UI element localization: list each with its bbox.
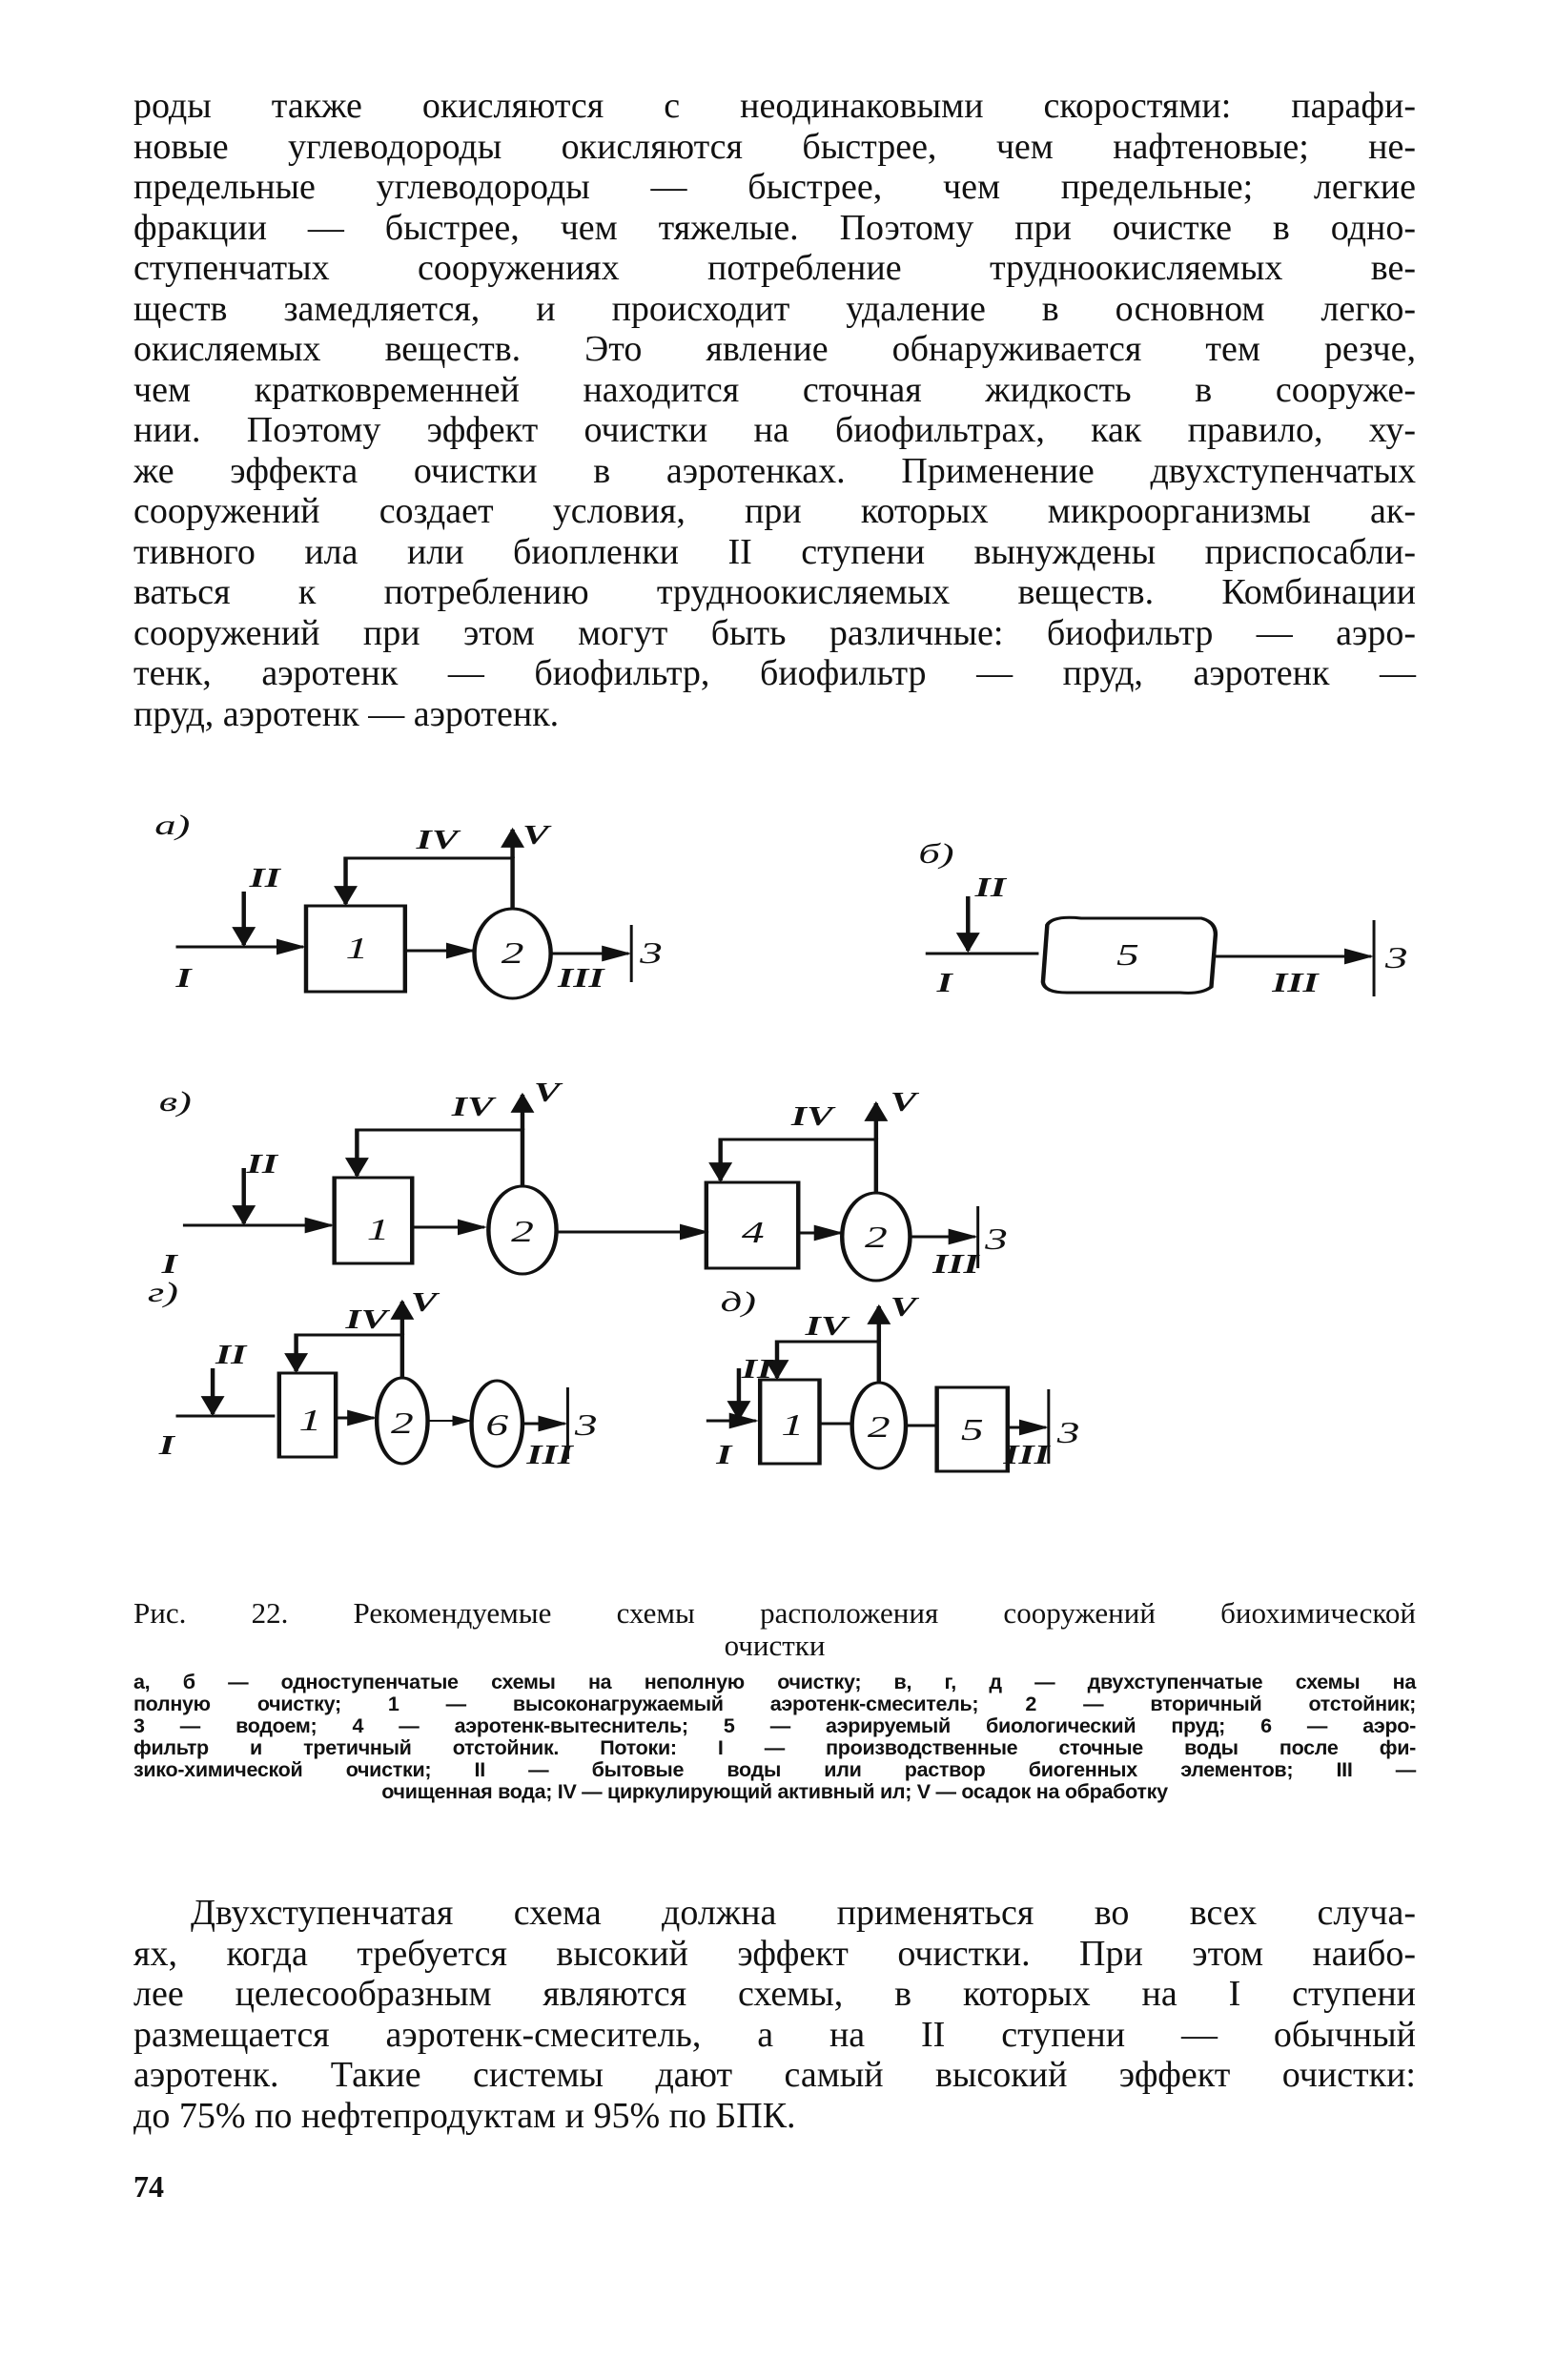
unit-label-4: 4 [741,1215,765,1250]
text-line: новые углеводороды окисляются быстрее, чем нафтеновые; не- [133,126,1416,167]
text-line: размещается аэротенк-смеситель, а на II ступени — обычный [133,2014,1416,2055]
unit-label-5: 5 [1116,937,1139,973]
caption-title-line: очистки [724,1629,826,1662]
paragraph-two-stage [133,1893,1416,2136]
unit-label-5: 5 [960,1412,984,1447]
flow-label-I: I [158,1429,174,1461]
body-text-top [133,86,1416,734]
flow-label-I: I [161,1248,177,1280]
flow-label-III: III [932,1248,979,1280]
figure-caption [133,1597,1416,1803]
flow-label-V: V [890,1086,917,1118]
flow-label-II: II [246,1148,278,1180]
flow-label-IV: IV [805,1310,848,1342]
flow-label-IV: IV [451,1091,494,1122]
flow-label-I: I [175,962,192,994]
text-line: аэротенк. Такие системы дают самый высокий эффект очистки: [133,2055,1416,2095]
figure-22-schemes [133,806,1421,1588]
legend-line: зико-химической очистки; II — бытовые воды или раствор биогенных элементов; III — [133,1758,1416,1781]
caption-title [133,1597,1416,1662]
flow-label-II: II [249,862,280,893]
flow-IV-line [297,1335,402,1378]
text-line: до 75% по нефтепродуктам и 95% по БПК. [133,2095,796,2136]
body-text-bottom [133,1893,1416,2136]
flow-label-IV: IV [790,1100,833,1132]
scheme-label-v: в) [158,1085,192,1118]
text-line: лее целесообразным являются схемы, в которых на I ступени [133,1974,1416,2014]
flow-label-I: I [716,1439,732,1470]
unit-label-1: 1 [298,1403,322,1438]
flow-label-III: III [1003,1439,1050,1470]
unit-label-2: 2 [511,1214,534,1249]
scheme-label-b: б) [918,837,954,871]
flow-label-III: III [1272,967,1319,998]
outlet-label-3: 3 [1384,940,1408,975]
scheme-v [183,1095,978,1281]
unit-label-1: 1 [345,931,369,966]
scheme-label-d: д) [720,1285,756,1319]
scheme-label-g: г) [147,1276,179,1309]
unit-label-1: 1 [366,1212,390,1247]
text-line: тенк, аэротенк — биофильтр, биофильтр — пруд, аэротенк — [133,653,1416,693]
flow-label-IV: IV [416,824,459,855]
unit-label-6: 6 [485,1407,509,1443]
caption-title-line: Рис. 22. Рекомендуемые схемы расположения сооружений биохимической [133,1596,1416,1630]
text-line: пруд, аэротенк — аэротенк. [133,693,560,734]
scheme-d [706,1306,1049,1471]
outlet-label-3: 3 [640,935,663,971]
text-line: роды также окисляются с неодинаковыми скоростями: парафи- [133,86,1416,126]
unit-label-2: 2 [391,1405,414,1441]
text-line: тивного ила или биопленки II ступени вынуждены приспосабли- [133,531,1416,572]
text-line: окисляемых веществ. Это явление обнаруживается тем резче, [133,329,1416,369]
text-line: сооружений создает условия, при которых микроорганизмы ак- [133,491,1416,531]
text-line: нии. Поэтому эффект очистки на биофильтрах, как правило, ху- [133,410,1416,450]
outlet-label-3: 3 [574,1407,598,1443]
schemes-diagram [133,806,1421,1588]
outlet-label-3: 3 [1056,1415,1080,1450]
flow-label-II: II [974,872,1007,903]
legend-line: полную очистку; 1 — высоконагружаемый аэротенк-смеситель; 2 — вторичный отстойник; [133,1693,1416,1715]
unit-label-2: 2 [864,1220,888,1255]
text-line: ваться к потреблению трудноокисляемых веществ. Комбинации [133,572,1416,612]
paragraph-oxidation [133,86,1416,734]
flow-label-III: III [558,962,604,994]
flow-IV-line [346,858,513,909]
text-line: чем кратковременней находится сточная жидкость в сооруже- [133,369,1416,410]
text-line: фракции — быстрее, чем тяжелые. Поэтому при очистке в одно- [133,207,1416,248]
flow-label-IV: IV [345,1303,388,1335]
flow-label-V: V [522,819,549,851]
outlet-label-3: 3 [985,1221,1008,1257]
flow-IV-line [777,1342,879,1383]
legend-line: очищенная вода; IV — циркулирующий активный ил; V — осадок на обработку [381,1780,1168,1803]
unit-label-2: 2 [501,935,524,971]
scheme-label-a: а) [154,809,191,842]
text-line: ществ замедляется, и происходит удаление в основном легко- [133,288,1416,329]
legend-line: 3 — водоем; 4 — аэротенк-вытеснитель; 5 — аэрируемый биологический пруд; 6 — аэро- [133,1714,1416,1737]
text-line: сооружений при этом могут быть различные: биофильтр — аэро- [133,612,1416,653]
flow-label-V: V [533,1077,561,1108]
flow-label-I: I [936,967,952,998]
text-line: Двухступенчатая схема должна применяться во всех случа- [191,1893,1416,1933]
flow-label-V: V [890,1291,917,1323]
text-line: же эффекта очистки в аэротенках. Применение двухступенчатых [133,450,1416,491]
text-line: ступенчатых сооружениях потребление трудноокисляемых ве- [133,248,1416,288]
flow-label-V: V [410,1286,438,1318]
text-line: ях, когда требуется высокий эффект очистки. При этом наибо- [133,1933,1416,1974]
legend-line: а, б — одноступенчатые схемы на неполную очистку; в, г, д — двухступенчатые схемы на [133,1671,1416,1693]
page-number: 74 [133,2169,164,2204]
caption-legend [133,1672,1416,1803]
flow-label-III: III [526,1439,573,1470]
unit-label-2: 2 [867,1409,891,1445]
flow-label-II: II [215,1339,247,1370]
flow-label-II: II [741,1353,773,1385]
legend-line: фильтр и третичный отстойник. Потоки: I — производственные сточные воды после фи- [133,1736,1416,1759]
unit-label-1: 1 [781,1407,805,1443]
text-line: предельные углеводороды — быстрее, чем предельные; легкие [133,167,1416,207]
